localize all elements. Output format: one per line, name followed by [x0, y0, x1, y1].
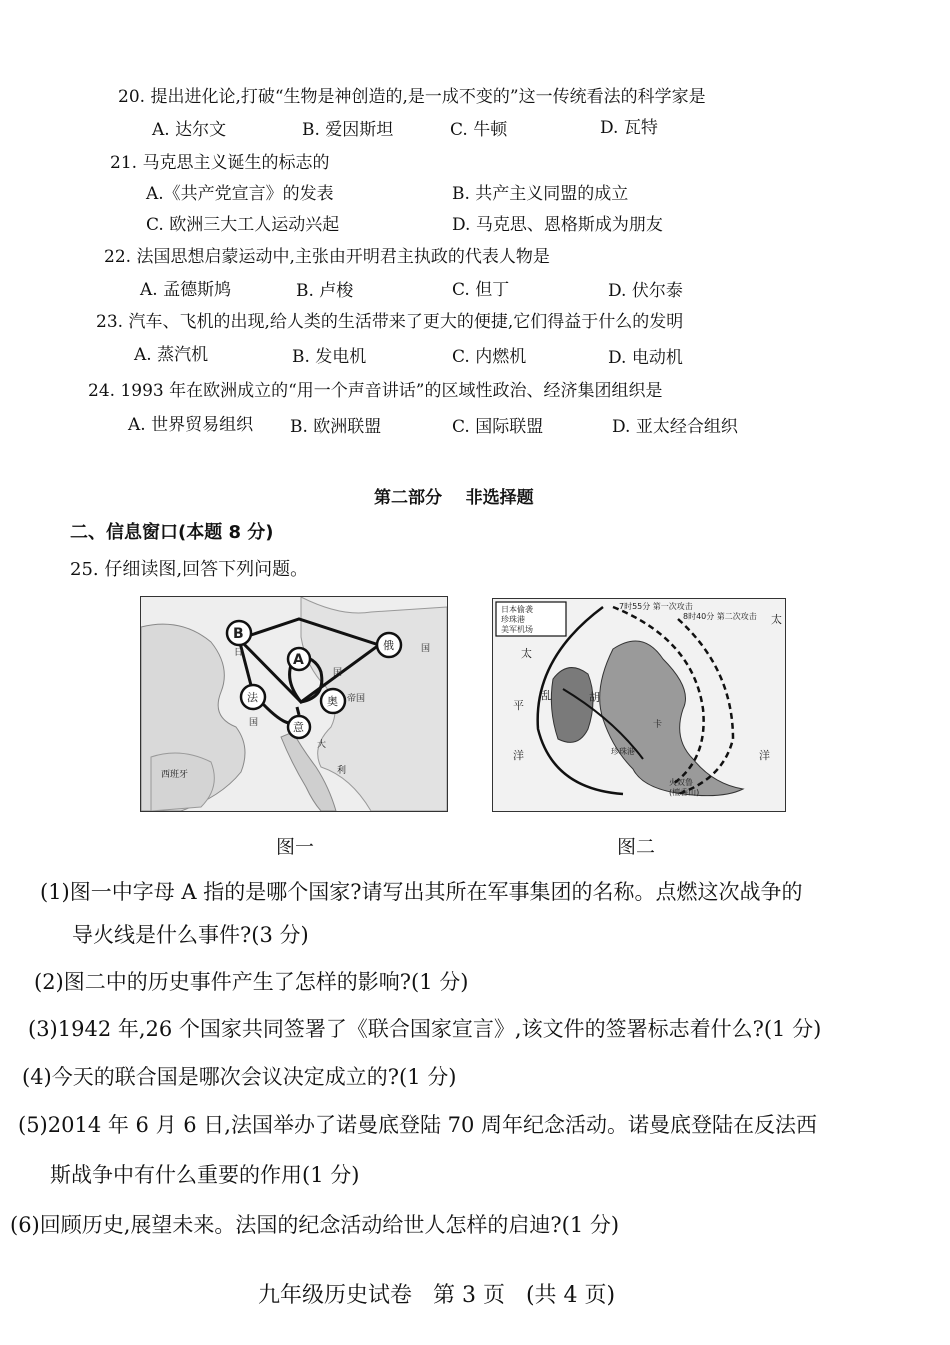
sub-question-1-line-1: (1)图一中字母 A 指的是哪个国家?请写出其所在军事集团的名称。点燃这次战争的	[40, 880, 803, 904]
question-24-stem: 24. 1993 年在欧洲成立的“用一个声音讲话”的区域性政治、经济集团组织是	[88, 381, 663, 401]
question-23-option-a: A. 蒸汽机	[134, 345, 209, 365]
question-20-option-c: C. 牛顿	[450, 120, 508, 140]
fig1-label-da: 大	[317, 740, 327, 750]
question-22-stem: 22. 法国思想启蒙运动中,主张由开明君主执政的代表人物是	[104, 247, 550, 267]
question-20-option-b: B. 爱因斯坦	[302, 120, 394, 140]
section-title: 二、信息窗口(本题 8 分)	[70, 522, 274, 543]
sub-question-1-line-2: 导火线是什么事件?(3 分)	[72, 923, 309, 947]
question-20-stem: 20. 提出进化论,打破“生物是神创造的,是一成不变的”这一传统看法的科学家是	[118, 87, 706, 107]
figure-2-map	[492, 598, 786, 812]
question-21-stem: 21. 马克思主义诞生的标志的	[110, 153, 330, 173]
fig2-legend-2: 珍珠港	[501, 615, 525, 624]
question-22-option-c: C. 但丁	[452, 280, 510, 300]
sub-question-5-line-1: (5)2014 年 6 月 6 日,法国举办了诺曼底登陆 70 周年纪念活动。诺曼底登陆在反法西	[18, 1113, 818, 1137]
fig1-label-ao: 奥	[327, 695, 338, 708]
figure-2-svg	[493, 599, 785, 811]
fig2-label-yang2: 洋	[759, 749, 770, 762]
fig2-label-tan: (檀香山)	[669, 788, 700, 797]
fig1-label-yi: 意	[293, 721, 304, 734]
fig1-label-guo2: 国	[421, 644, 431, 654]
figure-2-caption: 图二	[617, 836, 656, 858]
question-22-option-a: A. 孟德斯鸠	[140, 280, 232, 300]
figure-1-svg	[141, 597, 447, 811]
question-20-option-d: D. 瓦特	[600, 118, 658, 138]
question-20-option-a: A. 达尔文	[152, 120, 227, 140]
question-23-stem: 23. 汽车、飞机的出现,给人类的生活带来了更大的便捷,它们得益于什么的发明	[96, 312, 684, 332]
fig2-note-1: 7时55分 第一次攻击	[619, 602, 693, 611]
fig1-label-a: A	[293, 652, 304, 668]
fig1-label-li: 利	[337, 766, 347, 776]
fig2-label-hu: 胡	[589, 691, 600, 704]
fig2-label-tai2: 太	[771, 613, 782, 626]
question-24-option-c: C. 国际联盟	[452, 417, 544, 437]
question-24-option-b: B. 欧洲联盟	[290, 417, 382, 437]
question-23-option-b: B. 发电机	[292, 347, 367, 367]
page-footer: 九年级历史试卷 第 3 页 (共 4 页)	[258, 1283, 616, 1308]
fig1-label-di: 帝国	[347, 694, 366, 704]
fig1-label-fa: 法	[247, 691, 258, 704]
fig2-legend-3: 美军机场	[501, 625, 533, 634]
figure-1-caption: 图一	[276, 836, 315, 858]
question-22-option-b: B. 卢梭	[296, 281, 354, 301]
question-22-option-d: D. 伏尔泰	[608, 281, 683, 301]
fig2-note-2: 8时40分 第二次攻击	[683, 612, 757, 621]
fig1-label-ri: 日	[234, 648, 244, 658]
fig1-label-mo: 国	[333, 668, 343, 678]
fig2-label-yang: 洋	[513, 749, 524, 762]
fig2-label-ka: 卡	[653, 720, 663, 730]
question-21-option-a: A.《共产党宣言》的发表	[146, 184, 334, 204]
sub-question-4: (4)今天的联合国是哪次会议决定成立的?(1 分)	[22, 1065, 457, 1089]
fig1-label-xi: 西班牙	[161, 770, 189, 780]
question-21-option-d: D. 马克思、恩格斯成为朋友	[452, 215, 663, 235]
fig2-label-honolulu: 火奴鲁	[669, 778, 693, 787]
sub-question-3: (3)1942 年,26 个国家共同签署了《联合国家宣言》,该文件的签署标志着什么?(1 分)	[28, 1017, 822, 1041]
fig2-label-tai: 太	[521, 647, 532, 660]
fig1-label-guo: 国	[249, 718, 259, 728]
fig2-label-pearl-harbor: 珍珠港	[611, 747, 635, 756]
fig2-label-ping: 平	[513, 699, 524, 712]
part2-title: 第二部分 非选择题	[374, 488, 534, 508]
sub-question-6: (6)回顾历史,展望未来。法国的纪念活动给世人怎样的启迪?(1 分)	[10, 1213, 620, 1237]
question-21-option-b: B. 共产主义同盟的成立	[452, 184, 629, 204]
question-25-stem: 25. 仔细读图,回答下列问题。	[70, 559, 309, 580]
fig2-label-luan: 乱	[541, 689, 552, 702]
question-23-option-c: C. 内燃机	[452, 347, 527, 367]
question-21-option-c: C. 欧洲三大工人运动兴起	[146, 215, 340, 235]
fig2-legend-1: 日本偷袭	[501, 605, 533, 614]
question-24-option-d: D. 亚太经合组织	[612, 417, 738, 437]
sub-question-2: (2)图二中的历史事件产生了怎样的影响?(1 分)	[34, 970, 469, 994]
question-23-option-d: D. 电动机	[608, 348, 683, 368]
figure-1-map	[140, 596, 448, 812]
fig1-label-e: 俄	[383, 639, 394, 652]
question-24-option-a: A. 世界贸易组织	[128, 415, 254, 435]
sub-question-5-line-2: 斯战争中有什么重要的作用(1 分)	[50, 1163, 360, 1187]
fig1-label-b: B	[233, 626, 244, 642]
